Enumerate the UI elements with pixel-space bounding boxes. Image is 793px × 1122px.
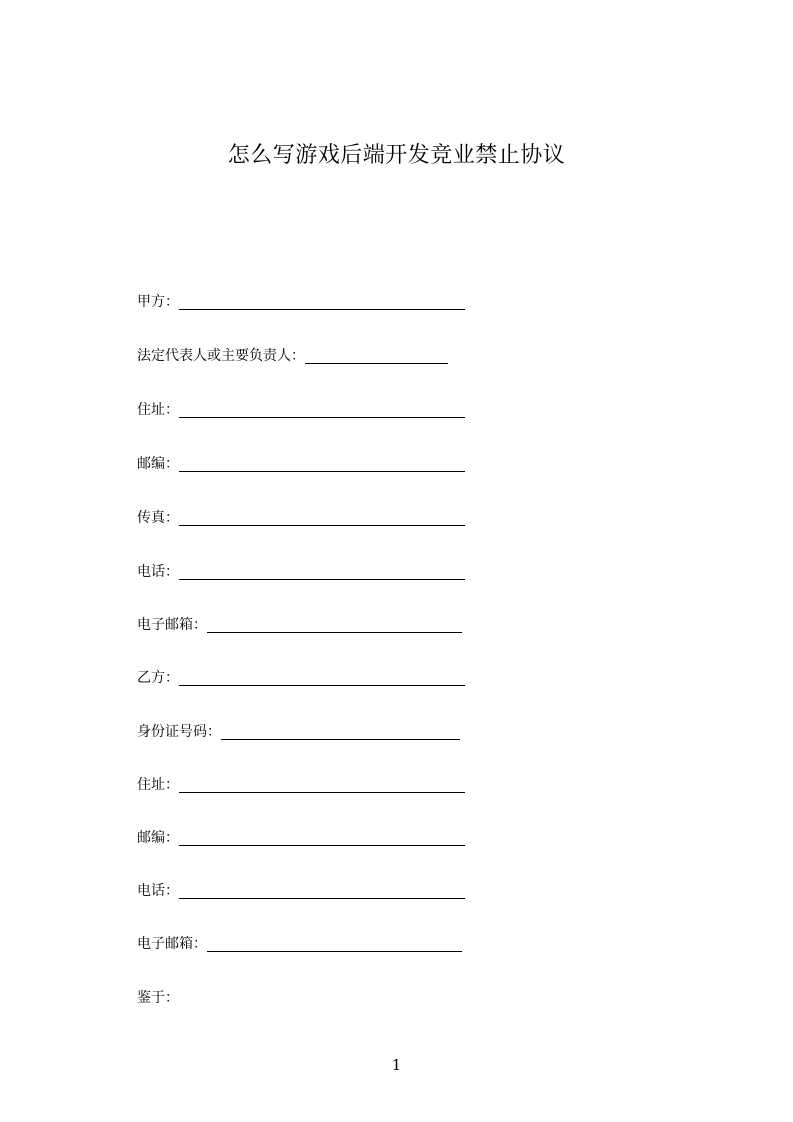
- fill-in-blank[interactable]: [179, 882, 465, 899]
- fill-in-blank[interactable]: [207, 616, 462, 633]
- document-title: 怎么写游戏后端开发竞业禁止协议: [227, 143, 566, 168]
- fill-in-blank[interactable]: [179, 563, 465, 580]
- fill-in-blank[interactable]: [179, 829, 465, 846]
- field-label: 电话：: [137, 883, 179, 899]
- field-label: 甲方：: [137, 294, 179, 310]
- field-label: 传真：: [137, 510, 179, 526]
- party-a-field: [137, 288, 465, 312]
- fill-in-blank[interactable]: [179, 401, 465, 418]
- fill-in-blank[interactable]: [221, 723, 460, 740]
- field-label: 住址：: [137, 777, 179, 793]
- whereas-section: [137, 984, 179, 1008]
- party-a-phone-field: [137, 558, 465, 582]
- party-a-address-field: [137, 396, 465, 420]
- party-b-field: [137, 664, 465, 688]
- legal-representative-field: [137, 342, 448, 366]
- party-b-email-field: [137, 930, 462, 954]
- field-label: 乙方：: [137, 670, 179, 686]
- field-label: 电话：: [137, 564, 179, 580]
- fill-in-blank[interactable]: [179, 776, 465, 793]
- field-label: 身份证号码：: [137, 724, 221, 740]
- party-b-phone-field: [137, 877, 465, 901]
- party-b-address-field: [137, 771, 465, 795]
- party-a-postcode-field: [137, 450, 465, 474]
- party-b-id-number-field: [137, 718, 460, 742]
- page-number: 1: [391, 1056, 402, 1074]
- field-label: 电子邮箱：: [137, 617, 207, 633]
- field-label: 邮编：: [137, 456, 179, 472]
- fill-in-blank[interactable]: [179, 455, 465, 472]
- field-label: 邮编：: [137, 830, 179, 846]
- fill-in-blank[interactable]: [305, 347, 448, 364]
- field-label: 法定代表人或主要负责人：: [137, 348, 305, 364]
- party-a-email-field: [137, 611, 462, 635]
- party-a-fax-field: [137, 504, 465, 528]
- fill-in-blank[interactable]: [179, 509, 465, 526]
- field-label: 电子邮箱：: [137, 936, 207, 952]
- fill-in-blank[interactable]: [179, 669, 465, 686]
- whereas-label: 鉴于：: [137, 990, 179, 1006]
- fill-in-blank[interactable]: [207, 935, 462, 952]
- party-b-postcode-field: [137, 824, 465, 848]
- fill-in-blank[interactable]: [179, 293, 465, 310]
- field-label: 住址：: [137, 402, 179, 418]
